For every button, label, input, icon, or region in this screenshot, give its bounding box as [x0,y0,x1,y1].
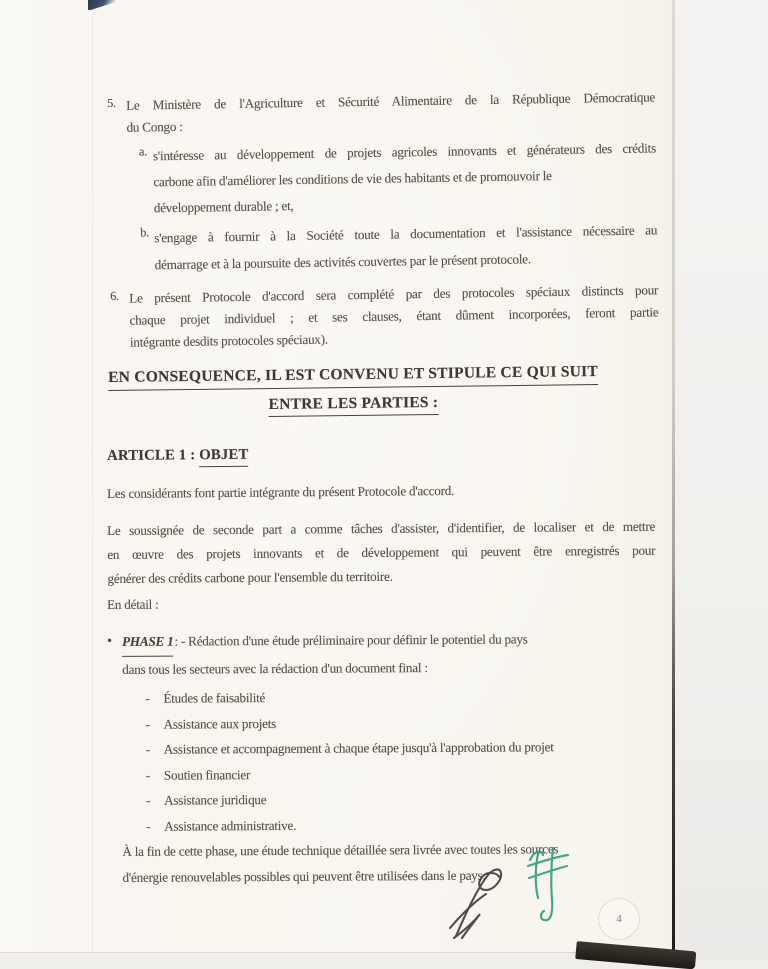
document-line: À la fin de cette phase, une étude technique détaillée sera livrée avec toutes les sources [122,841,559,859]
dash-item-text: Études de faisabilité [163,690,266,706]
document-line: s'engage à fournir à la Société toute la documentation et l'assistance nécessaire au [154,222,658,246]
phase-dash-list [107,683,656,839]
dash-icon: - [145,741,150,757]
document-line: s'intéresse au développement de projets agricoles innovants et générateurs des crédits [152,140,657,164]
document-line: Les considérants font partie intégrante du présent Protocole d'accord. [107,482,455,501]
article-title: OBJET [199,447,248,467]
section-heading [107,363,600,419]
paragraph-soussignee [107,515,656,591]
document-line: intégrante desdits protocoles spéciaux). [129,331,328,350]
heading-line-2: ENTRE LES PARTIES : [268,393,438,417]
phase-text: : - Rédaction d'une étude préliminaire pour définir le potentiel du pays [174,631,528,649]
heading-line-1: EN CONSEQUENCE, IL EST CONVENU ET STIPULE CE QUI SUIT [108,363,598,390]
dash-item-text: Assistance et accompagnement à chaque étape jusqu'à l'approbation du projet [163,739,554,757]
dash-item-text: Soutien financier [163,766,251,783]
list-item [146,759,656,788]
dash-icon: - [145,767,151,783]
dash-icon: - [145,690,150,706]
document-line: générer des crédits carbone pour l'ensemble du territoire. [107,568,393,586]
article-label: ARTICLE 1 : [107,447,196,464]
item-5a-text [153,135,657,221]
paper-left-fold-highlight [0,0,93,952]
dash-icon: - [146,818,151,834]
signature-green-ink [522,842,578,932]
document-line: en œuvre des projets innovants et de développement qui peuvent être enregistrés pour [107,542,656,562]
phase-label: PHASE 1 [122,629,174,657]
item-number: 6. [110,288,119,303]
bullet-icon: • [107,633,112,649]
document-line: Le Ministère de l'Agriculture et Sécurité Alimentaire de la République Démocratique [126,89,656,113]
dash-item-text: Assistance juridique [164,792,267,808]
document-line: Le soussignée de seconde part a comme tâches d'assister, d'identifier, de localiser et de mettre [107,518,656,538]
document-line: dans tous les secteurs avec la rédaction d'un document final : [122,660,428,677]
list-item [146,810,656,839]
item-letter: b. [140,225,150,240]
document-line: Le présent Protocole d'accord sera complété par des protocoles spéciaux distincts pour [129,282,659,306]
list-item [146,708,656,737]
item-6-text [129,279,659,353]
document-line: d'énergie renouvelables possibles qui peuvent être utilisées dans le pays. [122,867,486,885]
list-item [146,734,656,763]
list-item-5a [139,135,657,221]
list-item [146,785,656,814]
dash-item-text: Assistance aux projets [163,715,277,732]
phase-1-line [107,626,655,657]
list-item-6 [110,279,659,354]
item-5-text [126,86,656,138]
document-line: du Congo : [126,118,183,135]
document-line: développement durable ; et, [153,198,294,216]
item-letter: a. [138,144,148,159]
background-surface [675,0,768,960]
dash-icon: - [145,716,150,732]
list-item-5b [140,216,658,278]
dash-item-text: Assistance administrative. [164,817,297,834]
document-line: chaque projet individuel ; et ses clauses, étant dûment incorporées, feront partie [129,304,659,328]
list-item-5 [107,86,656,139]
document-line: démarrage et à la poursuite des activités couvertes par le présent protocole. [154,251,531,273]
numbered-list [107,86,659,354]
page-number-badge [598,898,640,940]
dash-icon: - [146,792,151,808]
signature-dark-ink [446,864,510,942]
page-number: 4 [616,913,622,925]
page-right-edge [672,0,675,950]
document-line: carbone afin d'améliorer les conditions de vie des habitants et de promouvoir le [153,168,552,190]
item-5b-text [154,216,658,278]
item-number: 5. [107,95,116,110]
list-item [145,683,655,712]
document-line: En détail : [107,596,159,612]
